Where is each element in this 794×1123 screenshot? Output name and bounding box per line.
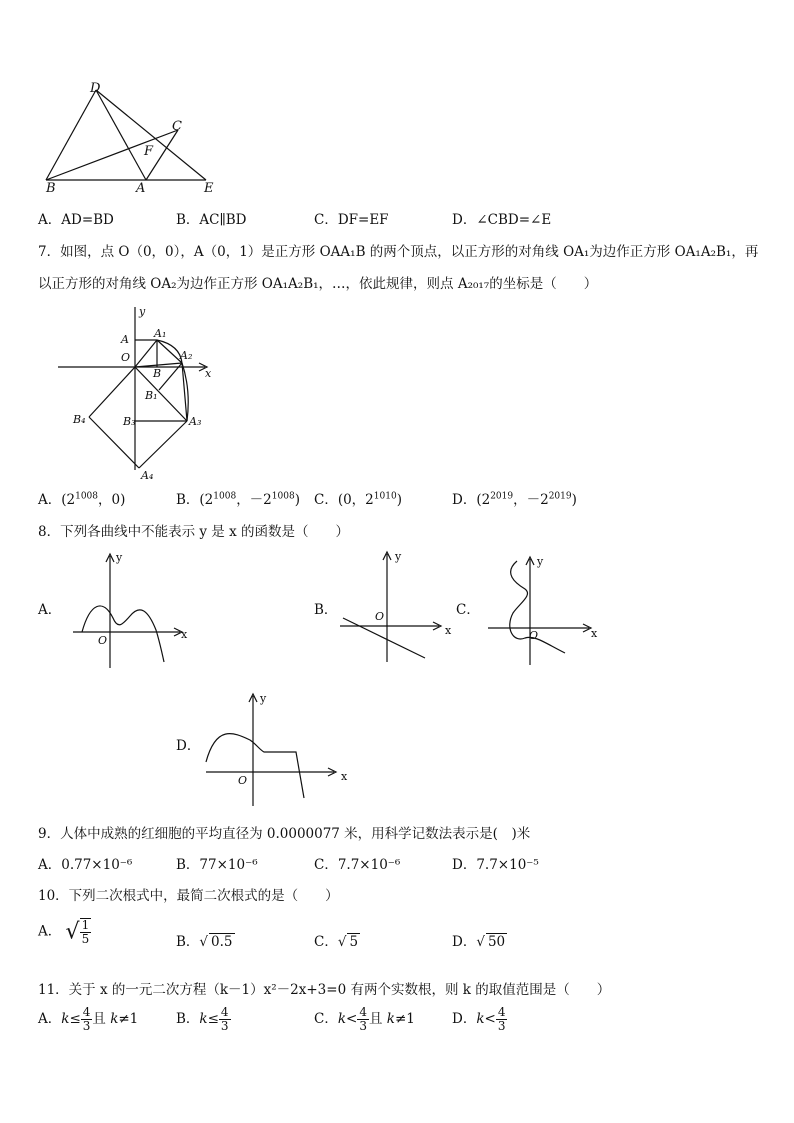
q11-b-label: B．: [176, 1011, 200, 1027]
q7-label-b3: B₃: [123, 415, 136, 428]
q8b-axis-y: y: [395, 550, 402, 563]
q7-label-a: A: [121, 333, 129, 346]
q10-option-d: D．√ 50: [452, 934, 506, 950]
q8-graph-d: [198, 690, 353, 810]
q6-option-a: A．AD=BD: [38, 212, 114, 228]
q10-option-a: A． √ $\frac{1}{5}$: [38, 918, 90, 946]
q10-c-radicand: 5: [349, 934, 359, 950]
q10-b-radicand: 0.5: [211, 934, 233, 950]
q7-label-a1: A₁: [154, 327, 167, 340]
q10-stem: 10．下列二次根式中，最简二次根式的是（ ）: [38, 888, 339, 904]
q8-graph-b: [335, 548, 460, 663]
q8a-axis-y: y: [116, 551, 123, 564]
q11-stem: 11．关于 x 的一元二次方程（k－1）x²－2x+3=0 有两个实数根，则 k 的取值范围是（ ）: [38, 982, 611, 998]
q8c-axis-x: x: [591, 627, 598, 640]
q11-a-label: A．: [38, 1011, 62, 1027]
q7-option-c: C．(0，$2^{1010}$): [314, 491, 402, 508]
q8d-origin: O: [238, 774, 248, 787]
q8-option-c-label: C．: [456, 602, 480, 618]
q7-option-b: B．($2^{1008}$，$-2^{1008}$): [176, 491, 300, 508]
q7-label-y: y: [139, 305, 146, 318]
q11-option-b: B．k≤ $\frac{4}{3}$: [176, 1005, 229, 1033]
q10-option-d-label: D．: [452, 934, 477, 950]
q7-label-a4: A₄: [141, 469, 154, 482]
q7-label-o: O: [121, 351, 131, 364]
q11-option-a: A．k≤ $\frac{4}{3}$ 且 k≠1: [38, 1005, 139, 1033]
q8-graph-a: [68, 548, 198, 673]
q6-option-b: B．AC∥BD: [176, 212, 247, 228]
q10-option-b-label: B．: [176, 934, 200, 950]
q7-label-x: x: [205, 367, 212, 380]
q8-option-b-label: B．: [314, 602, 338, 618]
q6-label-f: F: [144, 144, 154, 159]
q6-triangle-figure: [36, 80, 226, 195]
q7-label-b4: B₄: [73, 413, 86, 426]
q10-option-b: B．√ 0.5: [176, 934, 233, 950]
q9-option-b: B．77×10⁻⁶: [176, 857, 258, 873]
q10-a-den: 5: [81, 932, 90, 946]
q10-d-radicand: 50: [487, 934, 506, 950]
q9-option-c: C．7.7×10⁻⁶: [314, 857, 401, 873]
q8c-axis-y: y: [537, 555, 544, 568]
q10-option-c: C．√ 5: [314, 934, 359, 950]
q7-stem-line1: 7．如图，点 O（0，0），A（0，1）是正方形 OAA₁B 的两个顶点，以正方形的对角线 OA₁为边作正方形 OA₁A₂B₁，再: [38, 244, 759, 260]
q11-d-label: D．: [452, 1011, 477, 1027]
q7-option-d: D．($2^{2019}$，$-2^{2019}$): [452, 491, 577, 508]
q10-option-c-label: C．: [314, 934, 338, 950]
q8a-origin: O: [98, 634, 108, 647]
q6-label-c: C: [172, 119, 182, 134]
q8-option-d-label: D．: [176, 738, 201, 754]
q7-square-spiral-figure: [55, 305, 225, 485]
q7-label-b1: B₁: [145, 389, 158, 402]
q9-option-d: D．7.7×10⁻⁵: [452, 857, 539, 873]
q8-option-a-label: A．: [38, 602, 62, 618]
q8-graph-c: [485, 553, 610, 665]
q11-option-d: D．k< $\frac{4}{3}$: [452, 1005, 506, 1033]
q8a-axis-x: x: [181, 628, 188, 641]
q6-label-a: A: [136, 181, 146, 196]
q6-option-d: D．∠CBD=∠E: [452, 212, 552, 228]
q8-stem: 8．下列各曲线中不能表示 y 是 x 的函数是（ ）: [38, 524, 349, 540]
q8b-origin: O: [375, 610, 385, 623]
q6-label-e: E: [204, 181, 214, 196]
q7-label-a3: A₃: [189, 415, 202, 428]
q11-c-label: C．: [314, 1011, 338, 1027]
q11-option-c: C．k< $\frac{4}{3}$ 且 k≠1: [314, 1005, 415, 1033]
q8d-axis-x: x: [341, 770, 348, 783]
q6-label-b: B: [46, 181, 56, 196]
q9-option-a: A．0.77×10⁻⁶: [38, 857, 133, 873]
q10-a-num: 1: [81, 918, 90, 932]
q8d-axis-y: y: [260, 692, 267, 705]
q7-stem-line2: 以正方形的对角线 OA₂为边作正方形 OA₁A₂B₁，…，依此规律，则点 A₂₀₁₇的坐标是（ ）: [38, 276, 598, 292]
q10-option-a-label: A．: [38, 923, 62, 940]
q6-label-d: D: [90, 81, 101, 96]
q7-option-a: A．($2^{1008}$，0): [38, 491, 126, 508]
q7-label-a2: A₂: [180, 349, 193, 362]
q6-option-c: C．DF=EF: [314, 212, 389, 228]
q9-stem: 9．人体中成熟的红细胞的平均直径为 0.0000077 米，用科学记数法表示是( )米: [38, 826, 531, 842]
q7-label-b: B: [153, 367, 162, 380]
q8b-axis-x: x: [445, 624, 452, 637]
q8c-origin: O: [529, 629, 539, 642]
